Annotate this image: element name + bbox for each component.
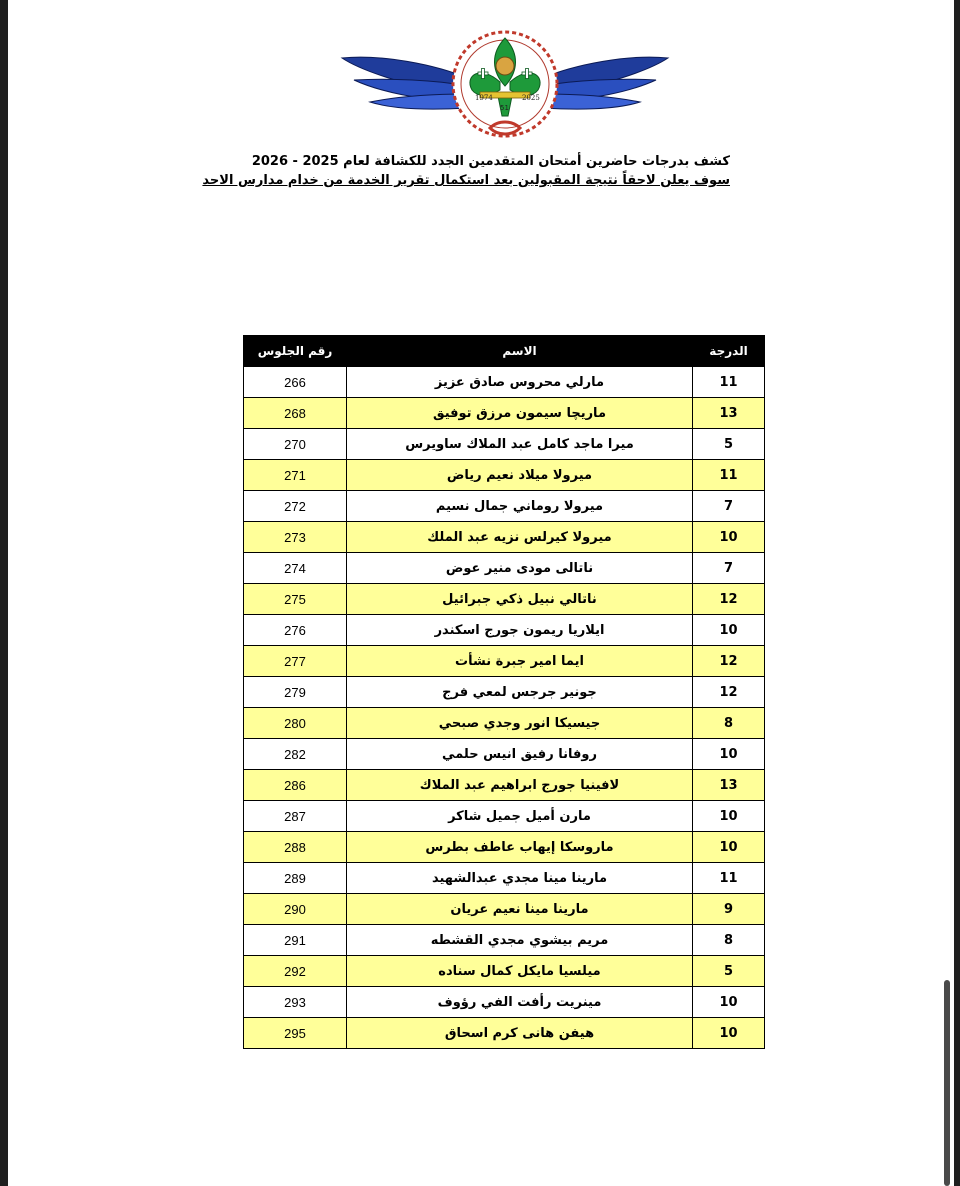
- grade-cell: 13: [693, 398, 765, 429]
- scrollbar-thumb[interactable]: [944, 980, 950, 1186]
- grade-cell: 10: [693, 522, 765, 553]
- seat-number-cell: 295: [244, 1018, 347, 1049]
- name-cell: مارلي محروس صادق عزيز: [347, 367, 693, 398]
- seat-number-cell: 272: [244, 491, 347, 522]
- right-wing: [540, 57, 668, 109]
- grade-cell: 9: [693, 894, 765, 925]
- table-header-row: [244, 336, 765, 367]
- seat-number-cell: 286: [244, 770, 347, 801]
- name-cell: ماريچا سيمون مرزق توفيق: [347, 398, 693, 429]
- grade-cell: 10: [693, 987, 765, 1018]
- table-row: [244, 553, 765, 584]
- seat-number-cell: 280: [244, 708, 347, 739]
- name-cell: ناتالى مودى منير عوض: [347, 553, 693, 584]
- table-row: [244, 367, 765, 398]
- name-cell: مارينا مينا مجدي عبدالشهيد: [347, 863, 693, 894]
- name-cell: روفانا رفيق انيس حلمي: [347, 739, 693, 770]
- grade-cell: 5: [693, 956, 765, 987]
- table-row: [244, 894, 765, 925]
- table-row: [244, 522, 765, 553]
- grade-cell: 8: [693, 925, 765, 956]
- table-row: [244, 677, 765, 708]
- logo-year-start: 1974: [475, 94, 493, 102]
- name-cell: ماروسكا إيهاب عاطف بطرس: [347, 832, 693, 863]
- seat-number-cell: 266: [244, 367, 347, 398]
- grade-cell: 11: [693, 460, 765, 491]
- seat-number-cell: 268: [244, 398, 347, 429]
- name-cell: ايما امير جبرة نشأت: [347, 646, 693, 677]
- grade-cell: 10: [693, 832, 765, 863]
- logo-number: 51: [500, 104, 509, 112]
- name-cell: جيسيكا انور وجدي صبحي: [347, 708, 693, 739]
- seat-number-cell: 271: [244, 460, 347, 491]
- seat-number-cell: 270: [244, 429, 347, 460]
- table-row: [244, 584, 765, 615]
- table-row: [244, 398, 765, 429]
- table-row: [244, 863, 765, 894]
- column-header-seat: رقم الجلوس: [244, 336, 347, 367]
- left-wing: [342, 57, 470, 109]
- seat-number-cell: 282: [244, 739, 347, 770]
- seat-number-cell: 279: [244, 677, 347, 708]
- seat-number-cell: 288: [244, 832, 347, 863]
- table-row: [244, 739, 765, 770]
- results-table: [243, 335, 765, 1049]
- grade-cell: 7: [693, 553, 765, 584]
- name-cell: لافينيا جورج ابراهيم عبد الملاك: [347, 770, 693, 801]
- seat-number-cell: 273: [244, 522, 347, 553]
- grade-cell: 11: [693, 367, 765, 398]
- grade-cell: 10: [693, 739, 765, 770]
- seat-number-cell: 274: [244, 553, 347, 584]
- grade-cell: 5: [693, 429, 765, 460]
- table-row: [244, 429, 765, 460]
- name-cell: ميلسيا مايكل كمال سناده: [347, 956, 693, 987]
- column-header-name: الاسم: [347, 336, 693, 367]
- seat-number-cell: 275: [244, 584, 347, 615]
- column-header-grade: الدرجة: [693, 336, 765, 367]
- table-row: [244, 956, 765, 987]
- seat-number-cell: 277: [244, 646, 347, 677]
- table-row: [244, 770, 765, 801]
- right-border: [954, 0, 960, 1186]
- grade-cell: 12: [693, 584, 765, 615]
- name-cell: مريم بيشوي مجدي القشطه: [347, 925, 693, 956]
- seat-number-cell: 293: [244, 987, 347, 1018]
- left-border: [0, 0, 8, 1186]
- seat-number-cell: 292: [244, 956, 347, 987]
- table-row: [244, 491, 765, 522]
- name-cell: ميرولا ميلاد نعيم رياض: [347, 460, 693, 491]
- table-row: [244, 708, 765, 739]
- table-row: [244, 925, 765, 956]
- name-cell: ميرا ماجد كامل عبد الملاك ساويرس: [347, 429, 693, 460]
- grade-cell: 12: [693, 646, 765, 677]
- name-cell: ميرولا روماني جمال نسيم: [347, 491, 693, 522]
- seat-number-cell: 287: [244, 801, 347, 832]
- table-row: [244, 646, 765, 677]
- name-cell: مينريت رأفت الفي رؤوف: [347, 987, 693, 1018]
- name-cell: مارينا مينا نعيم عريان: [347, 894, 693, 925]
- page-title: كشف بدرجات حاضرين أمتحان المتقدمين الجدد للكشافة لعام 2025 - 2026: [251, 154, 730, 169]
- grade-cell: 10: [693, 801, 765, 832]
- table-row: [244, 832, 765, 863]
- seat-number-cell: 289: [244, 863, 347, 894]
- seat-number-cell: 291: [244, 925, 347, 956]
- name-cell: هيفن هانى كرم اسحاق: [347, 1018, 693, 1049]
- name-cell: ايلاريا ريمون جورج اسكندر: [347, 615, 693, 646]
- page-heading: [202, 152, 730, 190]
- table-row: [244, 801, 765, 832]
- table-row: [244, 460, 765, 491]
- table-row: [244, 615, 765, 646]
- seat-number-cell: 276: [244, 615, 347, 646]
- scout-emblem-logo: [340, 24, 670, 150]
- page-subtitle: سوف يعلن لاحقاً نتيجة المقبولين بعد استكمال تقرير الخدمة من خدام مدارس الاحد: [202, 173, 730, 188]
- name-cell: ناتالي نبيل ذكي جبرائيل: [347, 584, 693, 615]
- name-cell: جونير جرجس لمعي فرج: [347, 677, 693, 708]
- grade-cell: 8: [693, 708, 765, 739]
- table-row: [244, 1018, 765, 1049]
- grade-cell: 13: [693, 770, 765, 801]
- grade-cell: 7: [693, 491, 765, 522]
- grade-cell: 10: [693, 1018, 765, 1049]
- table-row: [244, 987, 765, 1018]
- logo-year-end: 2025: [522, 94, 540, 102]
- name-cell: ميرولا كيرلس نزيه عبد الملك: [347, 522, 693, 553]
- grade-cell: 11: [693, 863, 765, 894]
- name-cell: مارن أميل جميل شاكر: [347, 801, 693, 832]
- seat-number-cell: 290: [244, 894, 347, 925]
- grade-cell: 10: [693, 615, 765, 646]
- grade-cell: 12: [693, 677, 765, 708]
